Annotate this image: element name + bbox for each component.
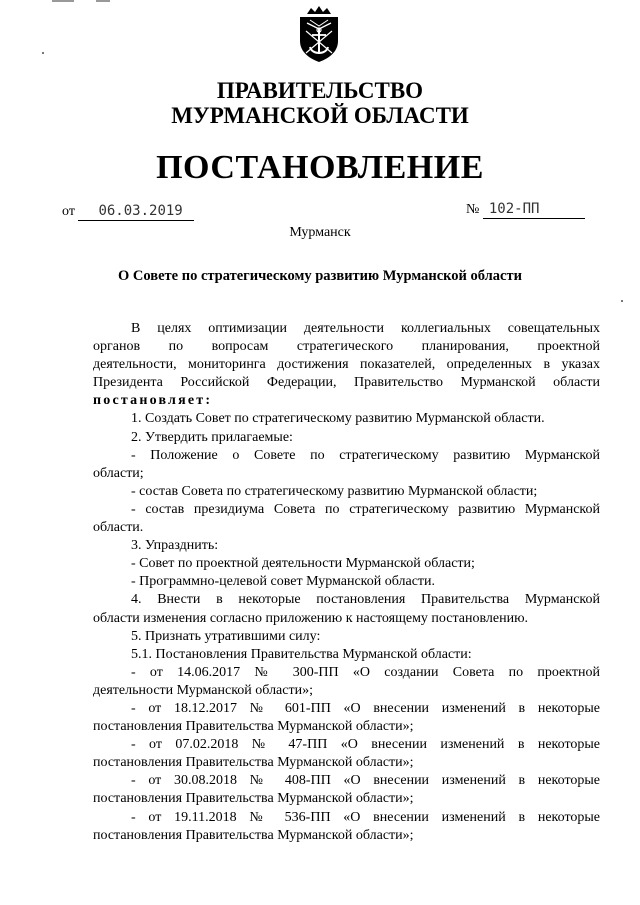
coat-of-arms-icon xyxy=(297,5,341,63)
item-2: 2. Утвердить прилагаемые: xyxy=(131,429,293,445)
number-prefix: № xyxy=(466,202,480,217)
item-1: 1. Создать Совет по стратегическому развитию Мурманской области. xyxy=(131,411,545,427)
decree-5 xyxy=(93,809,600,845)
text-line: - от 07.02.2018 № 47-ПП «О внесении изменений в некоторые xyxy=(131,737,600,753)
decree-4 xyxy=(93,772,600,808)
org-name-line2: МУРМАНСКОЙ ОБЛАСТИ xyxy=(171,103,469,128)
text-line: - Положение о Совете по стратегическому развитию Мурманской xyxy=(131,447,600,463)
text-line: 4. Внести в некоторые постановления Правительства Мурманской xyxy=(131,592,600,608)
decree-1 xyxy=(93,664,600,700)
text-line: постановления Правительства Мурманской области»; xyxy=(93,719,414,735)
text-line: органов по вопросам стратегического планирования, проектной xyxy=(93,339,600,355)
scan-mark xyxy=(52,0,74,2)
text-line: - от 14.06.2017 № 300-ПП «О создании Совета по проектной xyxy=(131,664,600,680)
text-line: постановления Правительства Мурманской области»; xyxy=(93,827,414,843)
scan-dot xyxy=(42,52,44,54)
date-field xyxy=(62,202,194,221)
item-2a xyxy=(93,447,600,483)
text-line: деятельности Мурманской области»; xyxy=(93,682,313,698)
text-line: В целях оптимизации деятельности коллегиальных совещательных xyxy=(131,321,600,336)
resolve-word: постановляет: xyxy=(93,393,213,409)
item-5: 5. Признать утратившими силу: xyxy=(131,628,321,644)
scan-mark xyxy=(96,0,110,2)
scan-dot xyxy=(621,300,623,302)
decree-3 xyxy=(93,736,600,772)
text-line: - состав президиума Совета по стратегическому развитию Мурманской xyxy=(131,501,600,517)
text-line: области; xyxy=(93,465,144,481)
text-line: - от 30.08.2018 № 408-ПП «О внесении изменений в некоторые xyxy=(131,773,600,789)
text-line: Президента Российской Федерации, Правительство Мурманской области xyxy=(93,375,600,391)
org-name-line1: ПРАВИТЕЛЬСТВО xyxy=(216,78,424,103)
item-5-1: 5.1. Постановления Правительства Мурманской области: xyxy=(131,646,472,662)
item-4 xyxy=(93,591,600,627)
date-prefix: от xyxy=(62,204,75,219)
text-line: - от 18.12.2017 № 601-ПП «О внесении изменений в некоторые xyxy=(131,700,600,716)
item-3a: - Совет по проектной деятельности Мурманской области; xyxy=(131,556,475,572)
text-line: постановления Правительства Мурманской области»; xyxy=(93,791,414,807)
text-line: области. xyxy=(93,520,144,536)
item-2b: - состав Совета по стратегическому развитию Мурманской области; xyxy=(131,483,538,499)
city: Мурманск xyxy=(289,225,351,240)
intro-paragraph xyxy=(93,320,600,410)
document-subject: О Совете по стратегическому развитию Мурманской области xyxy=(118,268,522,284)
date-value: 06.03.2019 xyxy=(78,202,194,221)
text-line: - от 19.11.2018 № 536-ПП «О внесении изменений в некоторые xyxy=(131,809,600,825)
document-body xyxy=(93,320,600,845)
decree-2 xyxy=(93,700,600,736)
document-type: ПОСТАНОВЛЕНИЕ xyxy=(156,149,484,186)
number-field xyxy=(466,200,585,219)
text-line: постановления Правительства Мурманской области»; xyxy=(93,755,414,771)
item-3: 3. Упразднить: xyxy=(131,538,219,554)
item-2c xyxy=(93,501,600,537)
number-value: 102-ПП xyxy=(483,200,585,219)
text-line: деятельности, мониторинга достижения показателей, определенных в указах xyxy=(93,357,600,373)
item-3b: - Программно-целевой совет Мурманской области. xyxy=(131,574,436,590)
text-line: области изменения согласно приложению к настоящему постановлению. xyxy=(93,610,529,626)
